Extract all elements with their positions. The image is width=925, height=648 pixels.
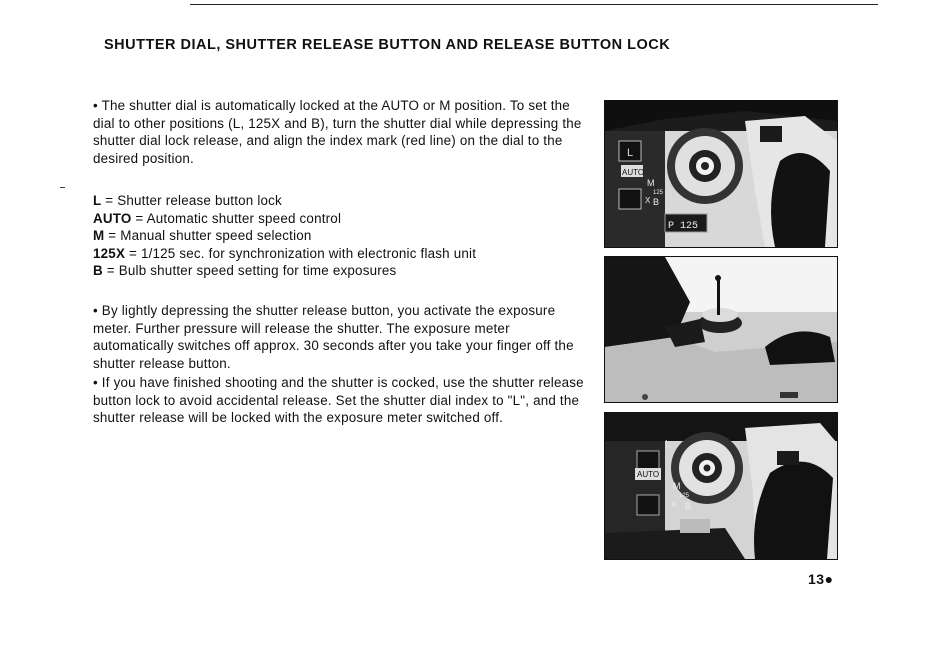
dial-label-m: M [673, 481, 681, 491]
dial-label-x: X [645, 196, 651, 205]
lcd-display: P 125 [668, 221, 699, 232]
definition-item: M = Manual shutter speed selection [93, 228, 312, 244]
paragraph-exposure-meter: • By lightly depressing the shutter release button, you activate the exposure meter. Further pressure will release the shutter. The exposure meter automatically switches off approx. 30 seconds after you take your finger off the shutter release button. [93, 303, 574, 371]
definition-item: AUTO = Automatic shutter speed control [93, 210, 342, 226]
dial-definitions [93, 192, 593, 280]
margin-mark [60, 187, 65, 188]
dial-label-b: B [653, 197, 660, 207]
page-number: 13● [808, 571, 834, 587]
photo-dial-set-to-l [604, 412, 838, 560]
dial-label-b: B [685, 501, 692, 511]
definition-item: B = Bulb shutter speed setting for time exposures [93, 263, 397, 279]
photo-shutter-dial [604, 100, 838, 248]
dial-label-x: X [671, 500, 677, 509]
paragraph-dial-lock: • The shutter dial is automatically locked at the AUTO or M position. To set the dial to other positions (L, 125X and B), turn the shutter dial while depressing the shutter dial lock release, and align the index mark (red line) on the dial to the desired position. [93, 98, 582, 166]
dial-label-l: L [627, 147, 634, 159]
paragraph-release-lock: • If you have finished shooting and the shutter is cocked, use the shutter release button lock to avoid accidental release. Set the shutter dial index to "L", and the shutter release will be locked with the exposure meter switched off. [93, 375, 584, 426]
photo-release-button [604, 256, 838, 403]
dial-label-m: M [647, 178, 655, 188]
dial-label-auto: AUTO [637, 470, 660, 479]
dial-label-125: 125 [679, 493, 690, 499]
definition-item: L = Shutter release button lock [93, 193, 282, 208]
dial-label-l: L [665, 439, 671, 450]
dial-label-auto: AUTO [622, 168, 645, 177]
definition-item: 125X = 1/125 sec. for synchronization with electronic flash unit [93, 245, 477, 261]
page-title: SHUTTER DIAL, SHUTTER RELEASE BUTTON AND RELEASE BUTTON LOCK [104, 37, 671, 53]
dial-label-125: 125 [653, 190, 664, 196]
top-rule [190, 4, 878, 5]
